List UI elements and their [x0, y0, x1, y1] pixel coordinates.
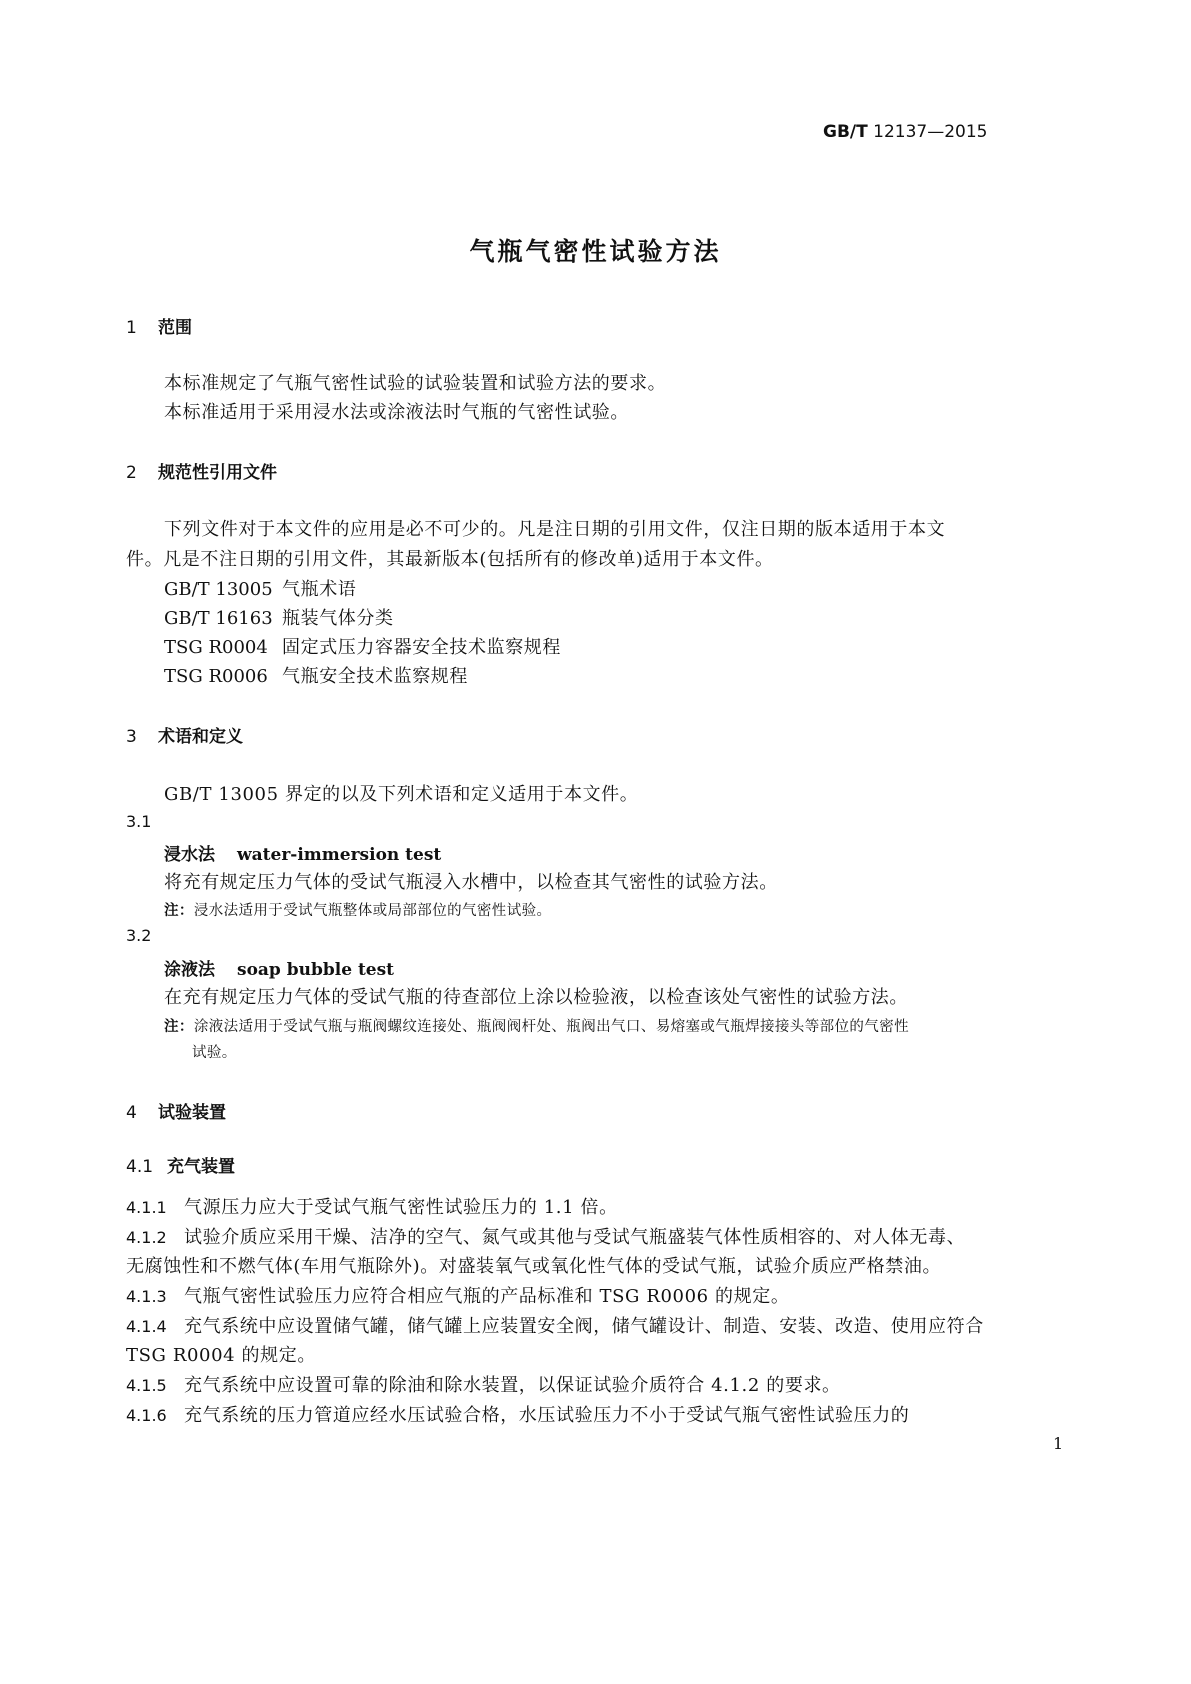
reference-code: GB/T 13005	[164, 579, 273, 600]
clause	[126, 1223, 965, 1249]
section-title: 规范性引用文件	[158, 463, 277, 483]
section-number: 2	[126, 463, 137, 483]
term-number: 3.2	[126, 926, 152, 945]
clause-number: 4.1.6	[126, 1406, 167, 1425]
section-title: 术语和定义	[158, 727, 243, 747]
clause-text: 充气系统的压力管道应经水压试验合格，水压试验压力不小于受试气瓶气密性试验压力的	[184, 1405, 910, 1426]
paragraph: 本标准规定了气瓶气密性试验的试验装置和试验方法的要求。	[164, 373, 667, 394]
reference-title: 气瓶安全技术监察规程	[282, 666, 468, 687]
page-number: 1	[1053, 1434, 1064, 1453]
clause	[126, 1371, 841, 1397]
clause	[126, 1193, 618, 1219]
term-english: water-immersion test	[237, 845, 442, 865]
standard-code-header	[823, 122, 987, 142]
section-number: 3	[126, 727, 137, 747]
section-3-heading	[126, 722, 243, 747]
page-title: 气瓶气密性试验方法	[469, 237, 722, 266]
clause	[126, 1401, 909, 1427]
clause-text: 试验介质应采用干燥、洁净的空气、氮气或其他与受试气瓶盛装气体性质相容的、对人体无毒、	[184, 1227, 966, 1248]
clause-number: 4.1.3	[126, 1287, 167, 1306]
term-heading	[164, 955, 394, 980]
reference-item	[164, 604, 394, 630]
section-2-heading	[126, 458, 277, 483]
subsection-title: 充气装置	[167, 1157, 236, 1177]
note-continuation: 试验。	[192, 1045, 237, 1061]
section-title: 试验装置	[158, 1103, 226, 1123]
reference-title: 固定式压力容器安全技术监察规程	[282, 637, 561, 658]
subsection-number: 4.1	[126, 1157, 154, 1177]
reference-code: TSG R0004	[164, 637, 268, 658]
section-number: 4	[126, 1103, 137, 1123]
note-label: 注：	[164, 1019, 194, 1035]
paragraph: GB/T 13005 界定的以及下列术语和定义适用于本文件。	[164, 784, 639, 805]
clause-text: 气源压力应大于受试气瓶气密性试验压力的 1.1 倍。	[184, 1197, 618, 1218]
clause-continuation: TSG R0004 的规定。	[126, 1345, 316, 1366]
reference-item	[164, 575, 356, 601]
term-chinese: 涂液法	[164, 960, 215, 980]
clause-number: 4.1.4	[126, 1317, 167, 1336]
note	[164, 899, 551, 920]
clause-continuation: 无腐蚀性和不燃气体(车用气瓶除外)。对盛装氧气或氧化性气体的受试气瓶，试验介质应严格禁油。	[126, 1256, 942, 1277]
std-code: GB/T	[823, 122, 868, 142]
clause-text: 充气系统中应设置储气罐，储气罐上应装置安全阀，储气罐设计、制造、安装、改造、使用应符合	[184, 1316, 984, 1337]
section-title: 范围	[158, 318, 192, 338]
reference-title: 气瓶术语	[282, 579, 357, 600]
section-number: 1	[126, 318, 137, 338]
reference-item	[164, 662, 468, 688]
note-label: 注：	[164, 903, 194, 919]
note	[164, 1015, 909, 1036]
section-4-heading	[126, 1098, 226, 1123]
reference-code: GB/T 16163	[164, 608, 273, 629]
term-number: 3.1	[126, 812, 152, 831]
note-text: 涂液法适用于受试气瓶与瓶阀螺纹连接处、瓶阀阀杆处、瓶阀出气口、易熔塞或气瓶焊接接头等部位的气密性	[193, 1019, 910, 1035]
reference-code: TSG R0006	[164, 666, 268, 687]
note-text: 浸水法适用于受试气瓶整体或局部部位的气密性试验。	[193, 903, 552, 919]
reference-title: 瓶装气体分类	[282, 608, 394, 629]
clause	[126, 1282, 789, 1308]
term-definition: 将充有规定压力气体的受试气瓶浸入水槽中，以检查其气密性的试验方法。	[164, 872, 778, 893]
term-chinese: 浸水法	[164, 845, 215, 865]
clause	[126, 1312, 984, 1338]
section-1-heading	[126, 313, 192, 338]
clause-number: 4.1.1	[126, 1198, 167, 1217]
clause-number: 4.1.5	[126, 1376, 167, 1395]
subsection-heading	[126, 1152, 235, 1177]
paragraph: 件。凡是不注日期的引用文件，其最新版本(包括所有的修改单)适用于本文件。	[126, 549, 774, 570]
term-definition: 在充有规定压力气体的受试气瓶的待查部位上涂以检验液，以检查该处气密性的试验方法。	[164, 987, 908, 1008]
clause-text: 充气系统中应设置可靠的除油和除水装置，以保证试验介质符合 4.1.2 的要求。	[184, 1375, 841, 1396]
std-number: 12137—2015	[873, 122, 988, 142]
clause-number: 4.1.2	[126, 1228, 167, 1247]
term-english: soap bubble test	[237, 960, 395, 980]
term-heading	[164, 840, 441, 865]
paragraph: 本标准适用于采用浸水法或涂液法时气瓶的气密性试验。	[164, 402, 629, 423]
paragraph: 下列文件对于本文件的应用是必不可少的。凡是注日期的引用文件，仅注日期的版本适用于本文	[164, 519, 946, 540]
reference-item	[164, 633, 561, 659]
clause-text: 气瓶气密性试验压力应符合相应气瓶的产品标准和 TSG R0006 的规定。	[184, 1286, 790, 1307]
